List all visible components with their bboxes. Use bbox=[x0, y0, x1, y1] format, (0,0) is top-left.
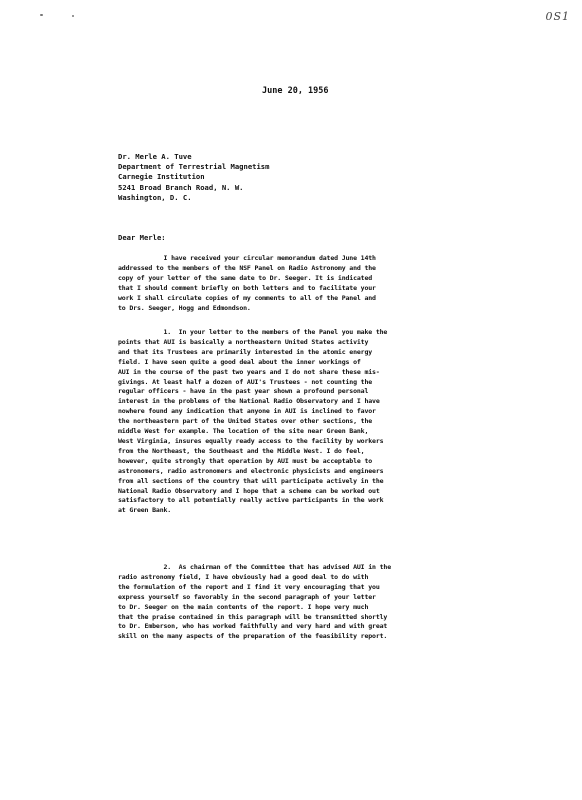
text-line: and that its Trustees are primarily interested in the atomic energy bbox=[118, 347, 373, 356]
text-line: astronomers, radio astronomers and electronic physicists and engineers bbox=[118, 466, 384, 475]
body-paragraph-3 bbox=[118, 563, 528, 642]
text-line: work I shall circulate copies of my comments to all of the Panel and bbox=[118, 293, 376, 302]
text-line: skill on the many aspects of the preparation of the feasibility report. bbox=[118, 632, 388, 641]
text-line: field. I have seen quite a good deal about the inner workings of bbox=[118, 357, 361, 366]
text-line: I have received your circular memorandum dated June 14th bbox=[118, 254, 376, 262]
text-line: 2. As chairman of the Committee that has advised AUI in the bbox=[118, 563, 391, 571]
address-line: Carnegie Institution bbox=[118, 172, 205, 182]
text-line: to Dr. Emberson, who has worked faithfully and very hard and with great bbox=[118, 622, 388, 631]
body-paragraph-1 bbox=[118, 254, 528, 313]
text-line: that the praise contained in this paragraph will be transmitted shortly bbox=[118, 612, 388, 621]
text-line: that I should comment briefly on both letters and to facilitate your bbox=[118, 283, 376, 292]
text-line: West Virginia, insures equally ready access to the facility by workers bbox=[118, 436, 384, 445]
text-line: from all sections of the country that will participate actively in the bbox=[118, 476, 384, 485]
text-line: from the Northeast, the Southeast and the Middle West. I do feel, bbox=[118, 446, 365, 455]
text-line: the northeastern part of the United States over other sections, the bbox=[118, 417, 373, 426]
text-line: middle West for example. The location of the site near Green Bank, bbox=[118, 427, 369, 436]
salutation: Dear Merle: bbox=[118, 233, 166, 242]
text-line: givings. At least half a dozen of AUI's Trustees - not counting the bbox=[118, 377, 373, 386]
text-line: to Dr. Seeger on the main contents of the report. I hope very much bbox=[118, 602, 369, 611]
letter-date: June 20, 1956 bbox=[262, 86, 329, 96]
address-line: Washington, D. C. bbox=[118, 192, 192, 202]
text-line: addressed to the members of the NSF Panel on Radio Astronomy and the bbox=[118, 263, 376, 272]
address-line: 5241 Broad Branch Road, N. W. bbox=[118, 182, 244, 192]
text-line: copy of your letter of the same date to Dr. Seeger. It is indicated bbox=[118, 273, 373, 282]
text-line: 1. In your letter to the members of the Panel you make the bbox=[118, 328, 388, 336]
address-line: Department of Terrestrial Magnetism bbox=[118, 162, 270, 172]
scan-speck bbox=[40, 14, 43, 16]
text-line: points that AUI is basically a northeastern United States activity bbox=[118, 337, 369, 346]
file-mark: 0S1 bbox=[545, 10, 570, 23]
body-paragraph-2 bbox=[118, 328, 528, 516]
text-line: National Radio Observatory and I hope that a scheme can be worked out bbox=[118, 486, 380, 495]
text-line: express yourself so favorably in the second paragraph of your letter bbox=[118, 592, 376, 601]
text-line: radio astronomy field, I have obviously had a good deal to do with bbox=[118, 572, 369, 581]
text-line: nowhere found any indication that anyone in AUI is inclined to favor bbox=[118, 407, 376, 416]
address-line: Dr. Merle A. Tuve bbox=[118, 152, 192, 161]
text-line: regular officers - have in the past year shown a profound personal bbox=[118, 387, 369, 396]
text-line: satisfactory to all potentially really active participants in the work bbox=[118, 496, 384, 505]
text-line: interest in the problems of the National Radio Observatory and I have bbox=[118, 397, 380, 406]
text-line: at Green Bank. bbox=[118, 506, 172, 515]
text-line: AUI in the course of the past two years and I do not share these mis- bbox=[118, 367, 380, 376]
text-line: however, quite strongly that operation by AUI must be acceptable to bbox=[118, 456, 373, 465]
text-line: to Drs. Seeger, Hogg and Edmondson. bbox=[118, 303, 251, 312]
scan-speck bbox=[72, 15, 74, 17]
text-line: the formulation of the report and I find it very encouraging that you bbox=[118, 582, 380, 591]
recipient-address bbox=[118, 152, 269, 203]
